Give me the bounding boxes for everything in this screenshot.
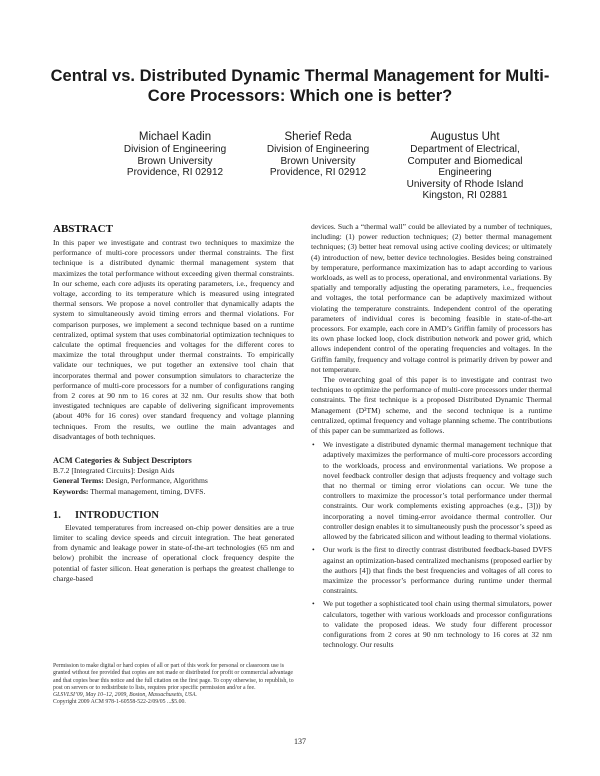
goal-paragraph: The overarching goal of this paper is to investigate and contrast two techniques to optimize the performance of multi-core processors under thermal constraints. The first technique is a proposed Distributed Dynamic Thermal Management (D²TM) scheme, and the second technique is a runtime centralized, optimal frequency and voltage planning scheme. The contributions of this paper can be summarized as follows. (311, 375, 552, 436)
author-name: Sherief Reda (284, 131, 352, 143)
bullet-icon: • (312, 440, 315, 450)
author-affiliation-line: Brown University (280, 155, 356, 167)
permission-notice (53, 663, 296, 707)
author-name: Michael Kadin (138, 131, 212, 143)
author-affiliation-line: Providence, RI 02912 (269, 167, 367, 178)
list-item (311, 440, 552, 542)
paper-title: Central vs. Distributed Dynamic Thermal Management for Multi-Core Processors: Which one is better? (50, 67, 550, 105)
section-number: 1. (53, 509, 61, 521)
introduction-text: Elevated temperatures from increased on-chip power densities are a true limiter to scaling device speeds and circuit integration. The heat generated from dynamic and leakage power in state-of-the-art technologies (65 nm and below) prohibit the increase of operational clock frequency despite the potential of faster silicon. Heat generation is perhaps the greatest challenge to charge-based (53, 522, 294, 583)
list-item-text: Our work is the first to directly contrast distributed feedback-based DVFS against an optimization-based centralized mechanisms (proposed earlier by the authors [4]) that finds the best frequencies and voltages of all cores to maximize the processor’s performance during runtime under thermal constraints. (323, 545, 552, 596)
author-3 (385, 130, 545, 202)
keywords (53, 487, 294, 497)
list-item (311, 599, 552, 650)
general-terms-label: General Terms: (53, 476, 104, 486)
list-item (311, 545, 552, 596)
author-affiliation-line: Kingston, RI 02881 (422, 190, 508, 201)
list-item-text: We put together a sophisticated tool chain using thermal simulators, power calculators, together with various workloads and processor configurations to validate the proposed ideas. We study four different processor configurations from 2 cores at 90 nm technology to 16 cores at 32 nm technology. Our results (323, 599, 552, 650)
bullet-icon: • (312, 599, 315, 609)
author-affiliation-line: Providence, RI 02912 (126, 167, 224, 178)
intro-continued-paragraph: devices. Such a “thermal wall” could be alleviated by a number of techniques, including: (1) power reduction techniques; (2) better thermal management techniques; (3) better heat removal using active cooling devices; or ultimately (4) introduction of new, better device technologies. Besides being constrained by temperature, performance maximization has to adapt according to various workloads, as well as to process, operational, and environmental variations. By spatially and temporally adjusting the operating parameters, i.e., frequencies and voltages, the total performance can be adaptively maximized without violating the temperature constraints. Independent control of the operating parameters of individual cores is becoming feasible in state-of-the-art processors. For example, each core in AMD’s Griffin family of processors has its own phase locked loop, clock distribution network and power grid, which allows independent control of the operating frequencies and voltages. In the Griffin family, frequency and voltage control is primarily driven by power and not temperature. (311, 222, 552, 374)
acm-heading: ACM Categories & Subject Descriptors (53, 456, 192, 466)
author-affiliation-line: University of Rhode Island (406, 178, 524, 190)
author-affiliation-line: Division of Engineering (123, 144, 227, 155)
abstract-heading: ABSTRACT (53, 223, 113, 235)
introduction-heading (53, 509, 294, 523)
left-column (53, 222, 294, 584)
abstract-text: In this paper we investigate and contrast two techniques to maximize the performance of multi-core processors under thermal constraints. The first technique is a distributed dynamic thermal management system that maximizes the total performance without exceeding given thermal constraints. In our scheme, each core adjusts its operating parameters, i.e., frequency and voltage, according to its temperature which is measured using integrated thermal sensors. We propose a novel controller that dynamically adapts the system to simultaneously avoid timing errors and thermal violations. For comparison purposes, we implement a second technique based on a runtime centralized, optimal system that uses combinatorial optimization techniques to calculate the optimal frequencies and voltages for the different cores to maximize the total throughput under thermal constraints. To empirically validate our techniques, we put together an extensive tool chain that incorporates thermal and power consumption simulators to characterize the performance of multi-core processors for a number of configurations ranging from 2 cores at 90 nm to 16 cores at 32 nm. Our results show that both investigated techniques are capable of delivering significant improvements (about 40% for 16 cores) over standard frequency and voltage planning techniques. From the results, we outline the main advantages and disadvantages of both techniques. (53, 238, 294, 441)
author-2 (243, 130, 393, 179)
general-terms (53, 476, 294, 486)
venue-line: GLSVLSI’09, May 10–12, 2009, Boston, Massachusetts, USA. (53, 692, 197, 699)
keywords-value: Thermal management, timing, DVFS. (90, 486, 206, 496)
right-column (311, 222, 552, 653)
author-affiliation-line: Department of Electrical, (410, 144, 520, 155)
author-affiliation-line: Computer and Biomedical (407, 155, 523, 167)
list-item-text: We investigate a distributed dynamic thermal management technique that adaptively maximizes the performance of multi-core processors according to the workloads, process and environmental variations. We propose a novel feedback controller design that adjusts frequency and voltage such that no thermal or timing error violations can occur. We tune the controllers to maximize the processor’s total performance under thermal constraints. Our work complements existing approaches (e.g., [3])) by incorporating a novel timing-error avoidance thermal controller. Our controller design enables it to simultaneously push the processor’s speed as allowed by the fabricated silicon and without leading to thermal violations. (323, 440, 552, 542)
keywords-label: Keywords: (53, 486, 89, 496)
acm-block (53, 456, 294, 497)
bullet-icon: • (312, 545, 315, 555)
acm-categories: B.7.2 [Integrated Circuits]: Design Aids (53, 466, 175, 476)
general-terms-value: Design, Performance, Algorithms (105, 476, 208, 486)
contributions-list (311, 440, 552, 650)
author-name: Augustus Uht (430, 131, 500, 143)
section-title: INTRODUCTION (75, 509, 160, 521)
author-affiliation-line: Engineering (438, 167, 492, 178)
author-affiliation-line: Brown University (137, 155, 213, 167)
author-1 (100, 130, 250, 179)
copyright-line: Copyright 2009 ACM 978-1-60558-522-2/09/05 ...$5.00. (53, 699, 186, 706)
permission-text: Permission to make digital or hard copies of all or part of this work for personal or classroom use is granted without fee provided that copies are not made or distributed for profit or commercial advantage and that copies bear this notice and the full citation on the first page. To copy otherwise, to republish, to post on servers or to redistribute to lists, requires prior specific permission and/or a fee. (53, 663, 294, 691)
page-number: 137 (294, 737, 306, 746)
author-affiliation-line: Division of Engineering (266, 144, 370, 155)
